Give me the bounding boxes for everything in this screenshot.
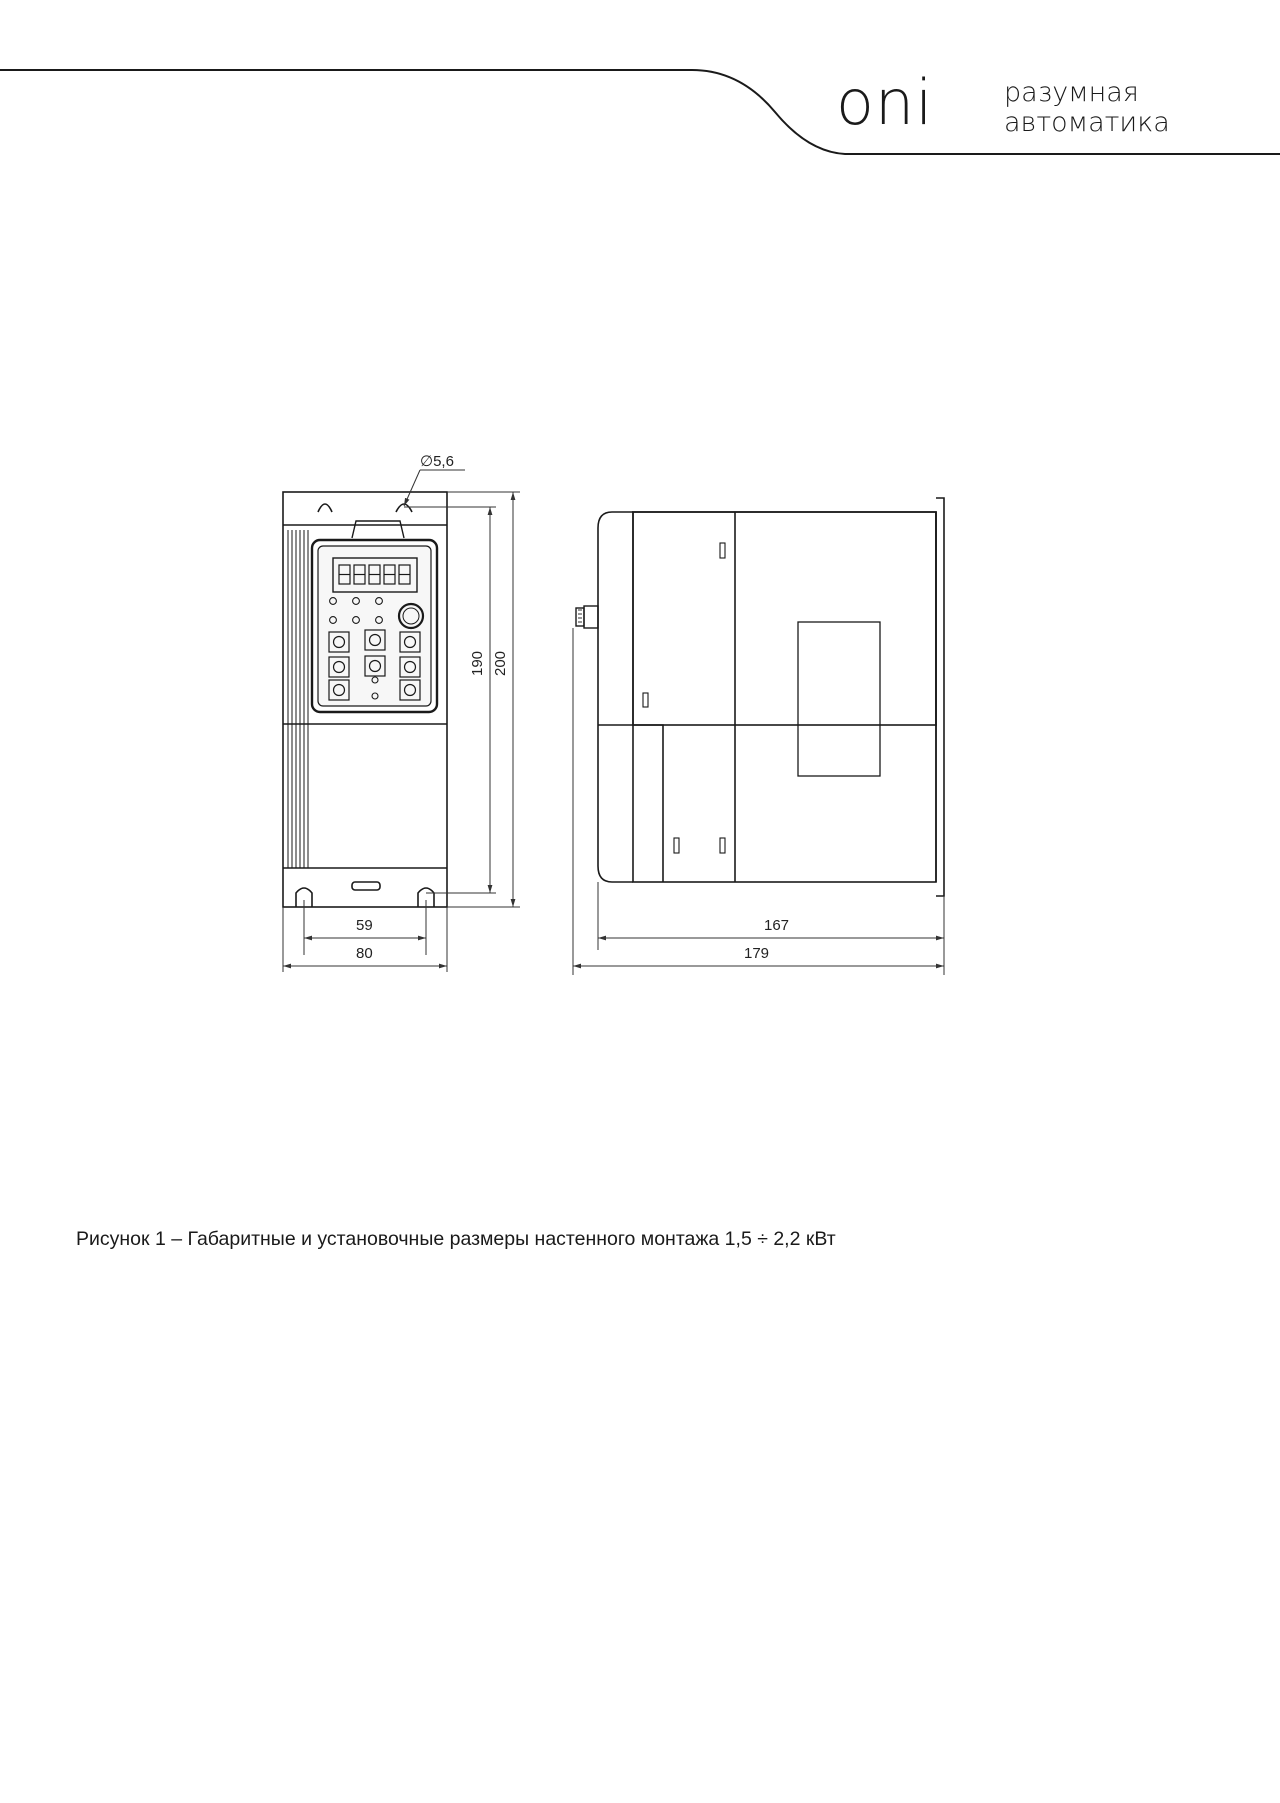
figure-caption: Рисунок 1 – Габаритные и установочные размеры настенного монтажа 1,5 ÷ 2,2 кВт: [76, 1228, 836, 1250]
logo-tagline-line2: автоматика: [1004, 107, 1170, 138]
logo-tagline-line1: разумная: [1004, 77, 1139, 108]
oni-logo: oni: [836, 66, 934, 139]
dim-width-59: 59: [356, 917, 373, 934]
dim-height-200: 200: [492, 650, 509, 676]
front-dimensions: [283, 470, 520, 972]
side-view: [576, 498, 944, 896]
dim-depth-179: 179: [744, 945, 770, 962]
dim-depth-167: 167: [764, 917, 790, 934]
dim-hole-diameter: ∅5,6: [420, 453, 454, 470]
side-dimensions: [573, 628, 944, 975]
dim-width-80: 80: [356, 945, 373, 962]
front-view: [283, 492, 447, 907]
dim-height-190: 190: [469, 650, 486, 676]
